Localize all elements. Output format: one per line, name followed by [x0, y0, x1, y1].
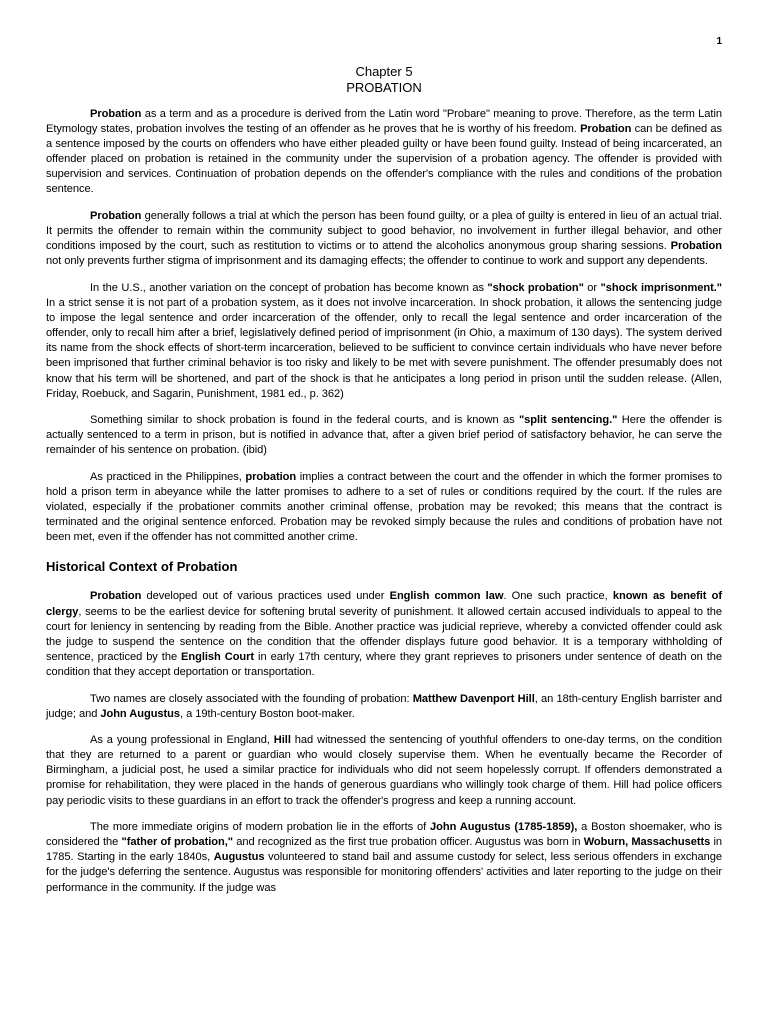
text-run: Here the offender is actually sentenced to a term in prison, but is notified in advance that, after a given brief period of satisfactory behavior, he can serve the remainder of his sentence on probation. (ibid) — [46, 414, 722, 457]
chapter-heading — [46, 64, 722, 96]
bold-term: Augustus — [213, 851, 265, 864]
bold-term: Hill — [273, 734, 291, 747]
text-run: had witnessed the sentencing of youthful offenders to one-day terms, on the condition that they are returned to a parent or guardian who would closely supervise them. When he eventually became the Recorder of Birmingham, a judicial post, he used a similar practice for individuals who did not seem hopelessly corrupt. If offenders demonstrated a promise for rehabilitation, they were placed in the hands of generous guardians who willingly took charge of them. Hill had police officers pay periodic visits to these guardians in an effort to track the offender's progress and keep a running account. — [46, 734, 722, 807]
bold-term: Matthew Davenport Hill — [412, 692, 535, 705]
bold-term: John Augustus (1785-1859), — [430, 821, 578, 834]
text-run: in 1785. Starting in the early 1840s, — [46, 836, 723, 864]
chapter-label: Chapter 5 — [355, 64, 413, 79]
text-run: not only prevents further stigma of imprisonment and its damaging effects; the offender to continue to work and support any dependents. — [46, 255, 708, 268]
text-run: The more immediate origins of modern probation lie in the efforts of — [90, 821, 430, 834]
bold-term: Probation — [90, 210, 142, 223]
paragraph — [46, 820, 722, 895]
paragraph — [46, 470, 722, 545]
bold-term: John Augustus — [100, 707, 181, 720]
text-run: in early 17th century, where they grant reprieves to prisoners under sentence of death on the condition that they accept deportation or transportation. — [46, 650, 722, 678]
chapter-title: PROBATION — [346, 80, 422, 95]
text-run: , an 18th-century English barrister and judge; and — [46, 692, 722, 720]
bold-term: "shock imprisonment." — [600, 281, 723, 294]
bold-term: English Court — [181, 650, 255, 663]
text-run: developed out of various practices used under — [141, 590, 390, 603]
bold-term: Probation — [580, 123, 632, 136]
bold-term: "father of probation," — [121, 836, 233, 849]
paragraph — [46, 281, 722, 402]
bold-term: "shock probation" — [487, 281, 584, 294]
text-run: As a young professional in England, — [90, 734, 274, 747]
text-run: Something similar to shock probation is found in the federal courts, and is known as — [90, 414, 519, 427]
text-run: volunteered to stand bail and assume custody for select, less serious offenders in exchange for the judge's deferring the sentence. Augustus was responsible for monitoring offenders' activities and later reporting to the judge on their performance in the community. If the judge was — [46, 851, 722, 894]
text-run: as a term and as a procedure is derived from the Latin word "Probare" meaning to prove. Therefore, as the term Latin Etymology states, probation involves the testing of an offender as he proves that he is worthy of his freedom. — [46, 108, 722, 136]
paragraph — [46, 733, 722, 808]
bold-term: Probation — [90, 590, 142, 603]
text-run: a Boston shoemaker, who is considered the — [46, 821, 722, 849]
text-run: . One such practice, — [503, 590, 613, 603]
text-run: generally follows a trial at which the person has been found guilty, or a plea of guilty is entered in lieu of an actual trial. It permits the offender to remain within the community subject to good behavior, no involvement in further illegal behavior, and other conditions imposed by the court, such as restitution to victims or to attend the alcoholics anonymous group sharing sessions. — [46, 210, 722, 253]
text-run: can be defined as a sentence imposed by the courts on offenders who have either pleaded guilty or have been found guilty. Instead of being incarcerated, an offender placed on probation is retained in the community under the supervision of a probation agency. The offender is provided with supervision and services. Continuation of probation depends on the offender's compliance with the rules and conditions of the probation sentence. — [46, 123, 722, 196]
paragraph — [46, 107, 722, 198]
intro-paragraphs — [46, 107, 722, 545]
bold-term: probation — [245, 470, 297, 483]
text-run: As practiced in the Philippines, — [90, 470, 246, 483]
page-number: 1 — [716, 36, 722, 47]
text-run: In the U.S., another variation on the concept of probation has become known as — [90, 281, 488, 294]
paragraph — [46, 589, 722, 680]
paragraph — [46, 692, 722, 722]
text-run: , seems to be the earliest device for softening brutal severity of punishment. It allowed certain accused individuals to appeal to the court for leniency in sentencing by reading from the Bible. Another practice was judicial reprieve, whereby a convicted offender could ask the judge to suspend the sentence on the condition that the offender displays future good behavior. It is a temporary withholding of sentence, practiced by the — [46, 605, 722, 663]
text-run: and recognized as the first true probation officer. Augustus was born in — [233, 836, 584, 849]
document-body — [46, 64, 722, 907]
bold-term: Probation — [90, 108, 142, 120]
bold-term: known as benefit of clergy — [46, 590, 722, 618]
section-paragraphs — [46, 589, 722, 895]
bold-term: "split sentencing." — [518, 414, 618, 427]
text-run: , a 19th-century Boston boot-maker. — [180, 707, 355, 720]
bold-term: English common law — [389, 590, 504, 603]
bold-term: Probation — [670, 240, 722, 253]
text-run: Two names are closely associated with the founding of probation: — [90, 692, 413, 705]
text-run: In a strict sense it is not part of a probation system, as it does not involve incarceration. In shock probation, it allows the sentencing judge to impose the legal sentence and order incarceration of the offender, only to recall the legal sentence and order incarceration of the offender, only to recall him after a brief, legislatively defined period of imprisonment (in Ohio, a maximum of 130 days). The system derived its name from the shock effects of short-term incarceration, believed to be sufficient to convince certain individuals who have never before been imprisoned that further criminal behavior is too risky and likely to be met with severe punishment. The offender presumably does not know that his term will be shortened, and part of the shock is that he anticipates a long period in prison until the sudden release. (Allen, Friday, Roebuck, and Sagarin, Punishment, 1981 ed., p. 362) — [46, 297, 722, 400]
section-heading: Historical Context of Probation — [46, 559, 238, 575]
paragraph — [46, 413, 722, 458]
bold-term: Woburn, Massachusetts — [583, 836, 711, 849]
text-run: or — [583, 281, 601, 294]
paragraph — [46, 209, 722, 269]
text-run: implies a contract between the court and the offender in which the former promises to hold a prison term in abeyance while the latter promises to adhere to a set of rules or conditions required by the court. If the rules are violated, especially if the probationer commits another criminal offense, probation may be revoked; this means that the contract is terminated and the original sentence enforced. Probation may be revoked simply because the rules and conditions of probation have not been met, even if the offender has not committed another crime. — [46, 470, 722, 544]
